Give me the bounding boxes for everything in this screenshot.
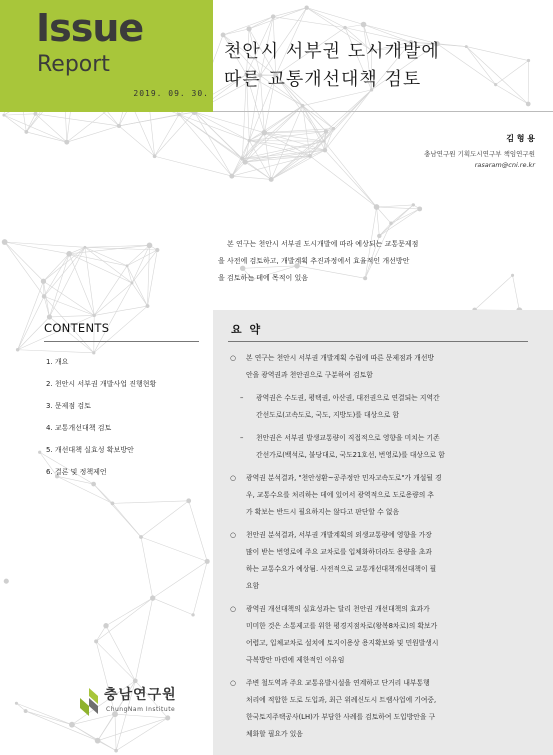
summary-line: 가 확보는 반드시 필요하지는 않다고 판단할 수 없음: [246, 508, 400, 516]
summary-line: 미미한 것은 소통제고를 위한 평경지점차로(왕복8차로)의 확보가: [246, 622, 438, 630]
title-divider: [213, 111, 553, 112]
summary-bullet: [230, 350, 522, 384]
toc-item[interactable]: 5. 개선대책 실효성 확보방안: [46, 446, 134, 454]
issue-word: Issue: [36, 6, 144, 50]
summary-line: 천안권 분석결과, 서부권 개발계획의 외생교통량에 영향을 가장: [246, 531, 432, 539]
abstract: [218, 236, 534, 287]
summary-line: 하는 교통수요가 예상됨. 사전적으로 교통개선대책개선대책이 필: [246, 565, 437, 573]
author-email[interactable]: rasaram@cni.re.kr: [474, 161, 535, 169]
author-block: [424, 133, 535, 171]
summary-line: 극복방안 마련에 제한적인 이유임: [246, 656, 345, 664]
table-of-contents: [46, 351, 156, 483]
summary-line: 체화할 필요가 있음: [246, 730, 303, 738]
contents-title: CONTENTS: [44, 321, 110, 335]
summary-divider: [228, 341, 528, 342]
summary-line: 본 연구는 천안시 서부권 개발계획 수립에 따른 문제점과 개선방: [246, 354, 434, 362]
summary-line: 천안권은 서부권 발생교통량이 직접적으로 영향을 미치는 기존: [256, 434, 440, 442]
author-affiliation: 충남연구원 기획도시연구부 책임연구원: [424, 150, 535, 158]
report-title: [224, 38, 440, 94]
summary-line: 간선도로(고속도로, 국도, 지방도)를 대상으로 함: [256, 411, 400, 419]
summary-list: [230, 350, 522, 749]
title-line-1: 천안시 서부권 도시개발에: [224, 41, 440, 62]
summary-line: 광역권 분석결과, "천안성환~공주정안 민자고속도로"가 개설될 경: [246, 474, 442, 482]
issue-date: 2019. 09. 30.: [133, 89, 209, 98]
bullet-mark: ○: [230, 474, 236, 482]
bullet-mark: ○: [230, 679, 236, 687]
summary-line: 광역권 개선대책의 실효성과는 달리 천안권 개선대책의 효과가: [246, 605, 430, 613]
bullet-mark: ○: [230, 354, 236, 362]
abstract-line: 본 연구는 천안시 서부권 도시개발에 따라 예상되는 교통문제점: [227, 240, 419, 248]
summary-line: 처리에 적합한 도로 도입과, 최근 위례신도시 트램사업에 기여중,: [246, 696, 437, 704]
summary-line: 우, 교통수요를 처리하는 데에 있어서 광역적으로 도로용량의 추: [246, 491, 434, 499]
summary-bullet: [230, 675, 522, 743]
bullet-mark: ○: [230, 605, 236, 613]
summary-line: 한국토지주택공사(LH)가 부담한 사례를 검토하여 도입방안을 구: [246, 713, 436, 721]
toc-item[interactable]: 2. 천안시 서부권 개발사업 진행현황: [46, 380, 157, 388]
summary-line: 어렵고, 입체교차로 설치에 토지이용상 용지확보와 및 민원발생시: [246, 639, 439, 647]
logo-name: 충남연구원: [104, 687, 177, 703]
summary-bullet: [230, 601, 522, 669]
bullet-mark: ○: [230, 531, 236, 539]
issue-report-banner: [0, 0, 213, 112]
summary-line: 안을 광역권과 천안권으로 구분하여 검토함: [246, 371, 373, 379]
abstract-line: 을 사전에 검토하고, 개발계획 추진과정에서 효율적인 개선방안: [218, 257, 410, 265]
summary-title: 요 약: [231, 323, 263, 336]
toc-item[interactable]: 4. 교통개선대책 검토: [46, 424, 112, 432]
logo-mark-icon: [78, 686, 100, 718]
author-name: 김 형 용: [506, 134, 535, 143]
summary-bullet: [230, 527, 522, 595]
summary-line: 많이 받는 번영로에 주요 교차로를 입체화하더라도 용량을 초과: [246, 548, 432, 556]
contents-divider: [44, 341, 199, 342]
report-word: Report: [37, 52, 110, 77]
summary-subbullet: [230, 430, 522, 464]
chungnam-institute-logo: [78, 684, 208, 724]
summary-subbullet: [230, 390, 522, 424]
logo-subtitle: ChungNam Institute: [106, 706, 176, 713]
dash-mark: –: [240, 394, 244, 402]
summary-bullet: [230, 470, 522, 521]
title-line-2: 따른 교통개선대책 검토: [224, 69, 422, 90]
toc-item[interactable]: 6. 결론 및 정책제언: [46, 468, 107, 476]
summary-line: 요함: [246, 582, 260, 590]
summary-line: 주변 철도역과 주요 교통유발시설을 연계하고 단거리 내부통행: [246, 679, 430, 687]
summary-line: 간선가로(백석로, 불당대로, 국도21호선, 번영로)를 대상으로 함: [256, 451, 445, 459]
dash-mark: –: [240, 434, 244, 442]
toc-item[interactable]: 3. 문제점 검토: [46, 402, 91, 410]
toc-item[interactable]: 1. 개요: [46, 358, 69, 366]
summary-line: 광역권은 수도권, 평택권, 아산권, 대전권으로 연결되는 지역간: [256, 394, 440, 402]
abstract-line: 을 검토하는 데에 목적이 있음: [218, 274, 309, 282]
